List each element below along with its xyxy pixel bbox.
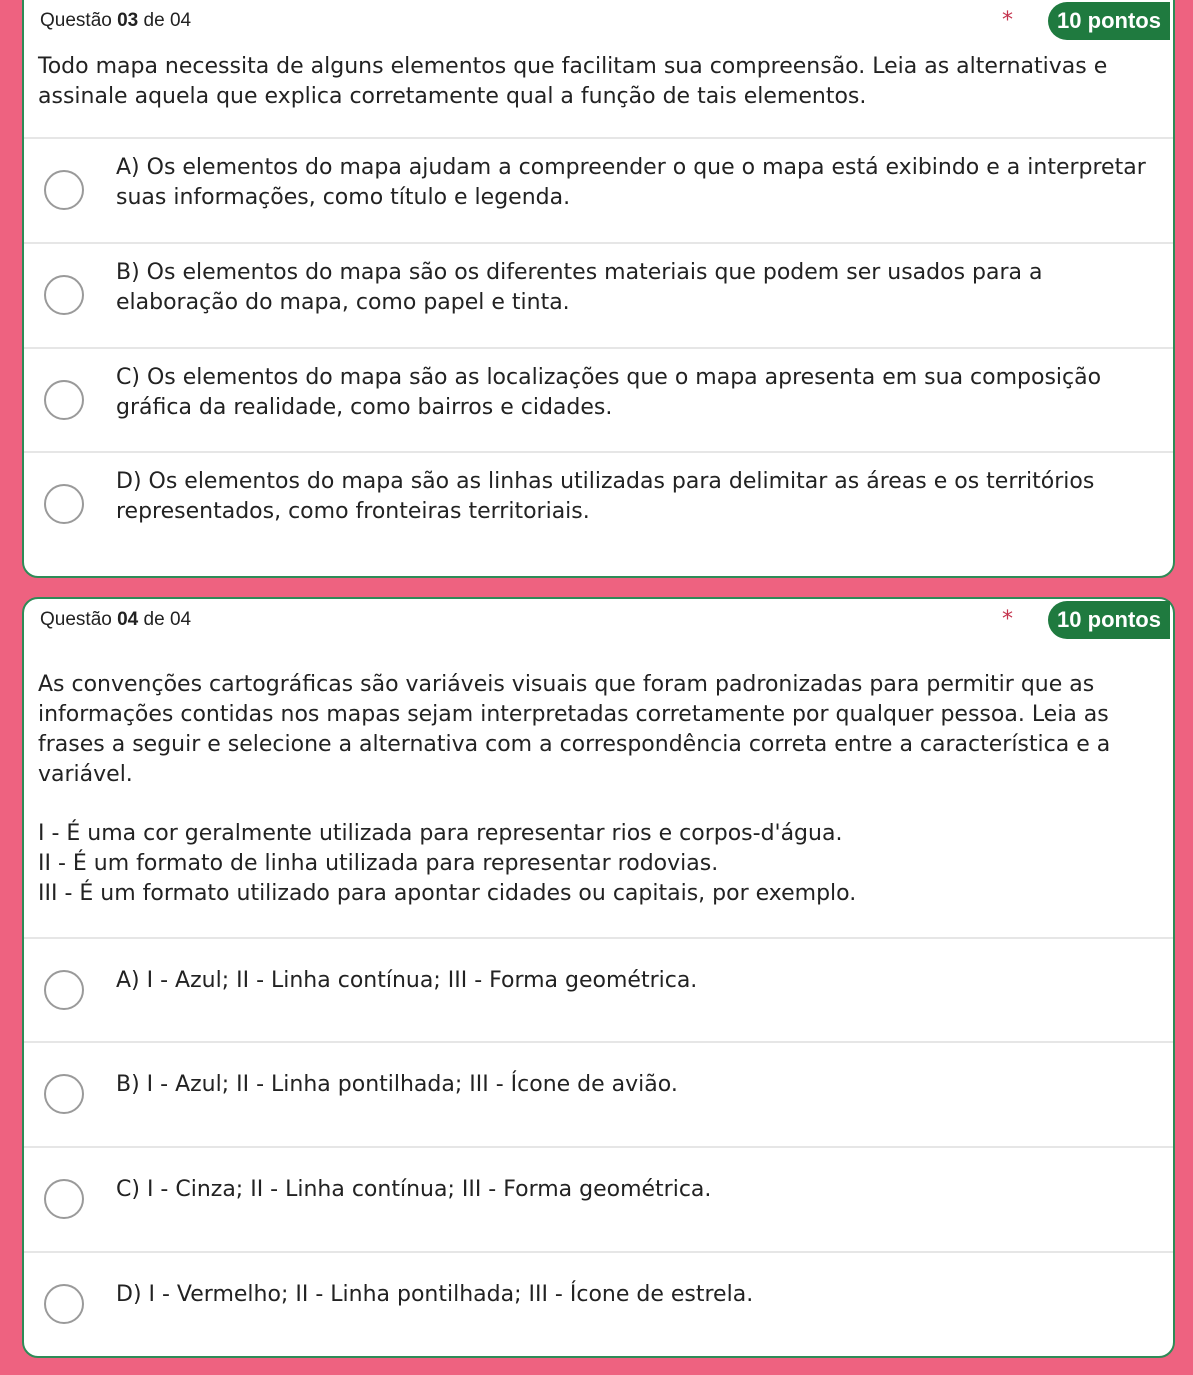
statement-item: II - É um formato de linha utilizada para representar rodovias. bbox=[38, 851, 719, 876]
question-total: de 04 bbox=[143, 609, 192, 630]
option-c[interactable] bbox=[24, 1146, 1173, 1248]
radio-button[interactable] bbox=[44, 170, 84, 210]
question-number: 03 bbox=[117, 10, 139, 31]
option-c[interactable] bbox=[24, 347, 1173, 449]
points-badge: 10 pontos bbox=[1048, 601, 1170, 639]
question-card-04 bbox=[22, 597, 1175, 1358]
question-header bbox=[24, 601, 1173, 641]
radio-button[interactable] bbox=[44, 275, 84, 315]
statement-item: I - É uma cor geralmente utilizada para representar rios e corpos-d'água. bbox=[38, 821, 843, 846]
option-label: C) Os elementos do mapa são as localizações que o mapa apresenta em sua composição gráfica da realidade, como bairros e cidades. bbox=[116, 365, 1102, 420]
question-total: de 04 bbox=[143, 10, 192, 31]
question-prompt bbox=[38, 52, 1159, 112]
prompt-paragraph: As convenções cartográficas são variáveis visuais que foram padronizadas para permitir que as informações contidas nos mapas sejam interpretadas corretamente por qualquer pessoa. Leia as frases a seguir e selecione a alternativa com a correspondência correta entre a característica e a variável. bbox=[38, 672, 1111, 787]
question-prompt bbox=[38, 670, 1159, 790]
radio-button[interactable] bbox=[44, 970, 84, 1010]
question-label-prefix: Questão bbox=[40, 10, 112, 31]
required-asterisk-icon: * bbox=[1002, 8, 1013, 33]
question-card-03 bbox=[22, 0, 1175, 578]
option-a[interactable] bbox=[24, 937, 1173, 1039]
radio-button[interactable] bbox=[44, 1284, 84, 1324]
question-number-label bbox=[40, 10, 191, 32]
option-b[interactable] bbox=[24, 242, 1173, 344]
option-label: A) Os elementos do mapa ajudam a compreender o que o mapa está exibindo e a interpretar suas informações, como título e legenda. bbox=[116, 155, 1146, 210]
option-label: D) Os elementos do mapa são as linhas utilizadas para delimitar as áreas e os territórios representados, como fronteiras territoriais. bbox=[116, 469, 1095, 524]
option-d[interactable] bbox=[24, 451, 1173, 553]
option-a[interactable] bbox=[24, 137, 1173, 239]
question-number: 04 bbox=[117, 609, 139, 630]
option-label: D) I - Vermelho; II - Linha pontilhada; III - Ícone de estrela. bbox=[116, 1282, 754, 1307]
points-badge: 10 pontos bbox=[1048, 2, 1170, 40]
option-d[interactable] bbox=[24, 1251, 1173, 1353]
prompt-paragraph: Todo mapa necessita de alguns elementos que facilitam sua compreensão. Leia as alternativas e assinale aquela que explica corretamente qual a função de tais elementos. bbox=[38, 54, 1108, 109]
radio-button[interactable] bbox=[44, 1179, 84, 1219]
statement-list bbox=[38, 819, 1159, 909]
option-label: C) I - Cinza; II - Linha contínua; III - Forma geométrica. bbox=[116, 1177, 712, 1202]
statement-item: III - É um formato utilizado para apontar cidades ou capitais, por exemplo. bbox=[38, 881, 857, 906]
option-b[interactable] bbox=[24, 1041, 1173, 1143]
radio-button[interactable] bbox=[44, 1074, 84, 1114]
question-header bbox=[24, 2, 1173, 42]
radio-button[interactable] bbox=[44, 484, 84, 524]
required-asterisk-icon: * bbox=[1002, 607, 1013, 632]
radio-button[interactable] bbox=[44, 380, 84, 420]
option-label: B) Os elementos do mapa são os diferentes materiais que podem ser usados para a elaboração do mapa, como papel e tinta. bbox=[116, 260, 1043, 315]
option-label: B) I - Azul; II - Linha pontilhada; III - Ícone de avião. bbox=[116, 1072, 678, 1097]
question-label-prefix: Questão bbox=[40, 609, 112, 630]
option-label: A) I - Azul; II - Linha contínua; III - Forma geométrica. bbox=[116, 968, 698, 993]
question-number-label bbox=[40, 609, 191, 631]
